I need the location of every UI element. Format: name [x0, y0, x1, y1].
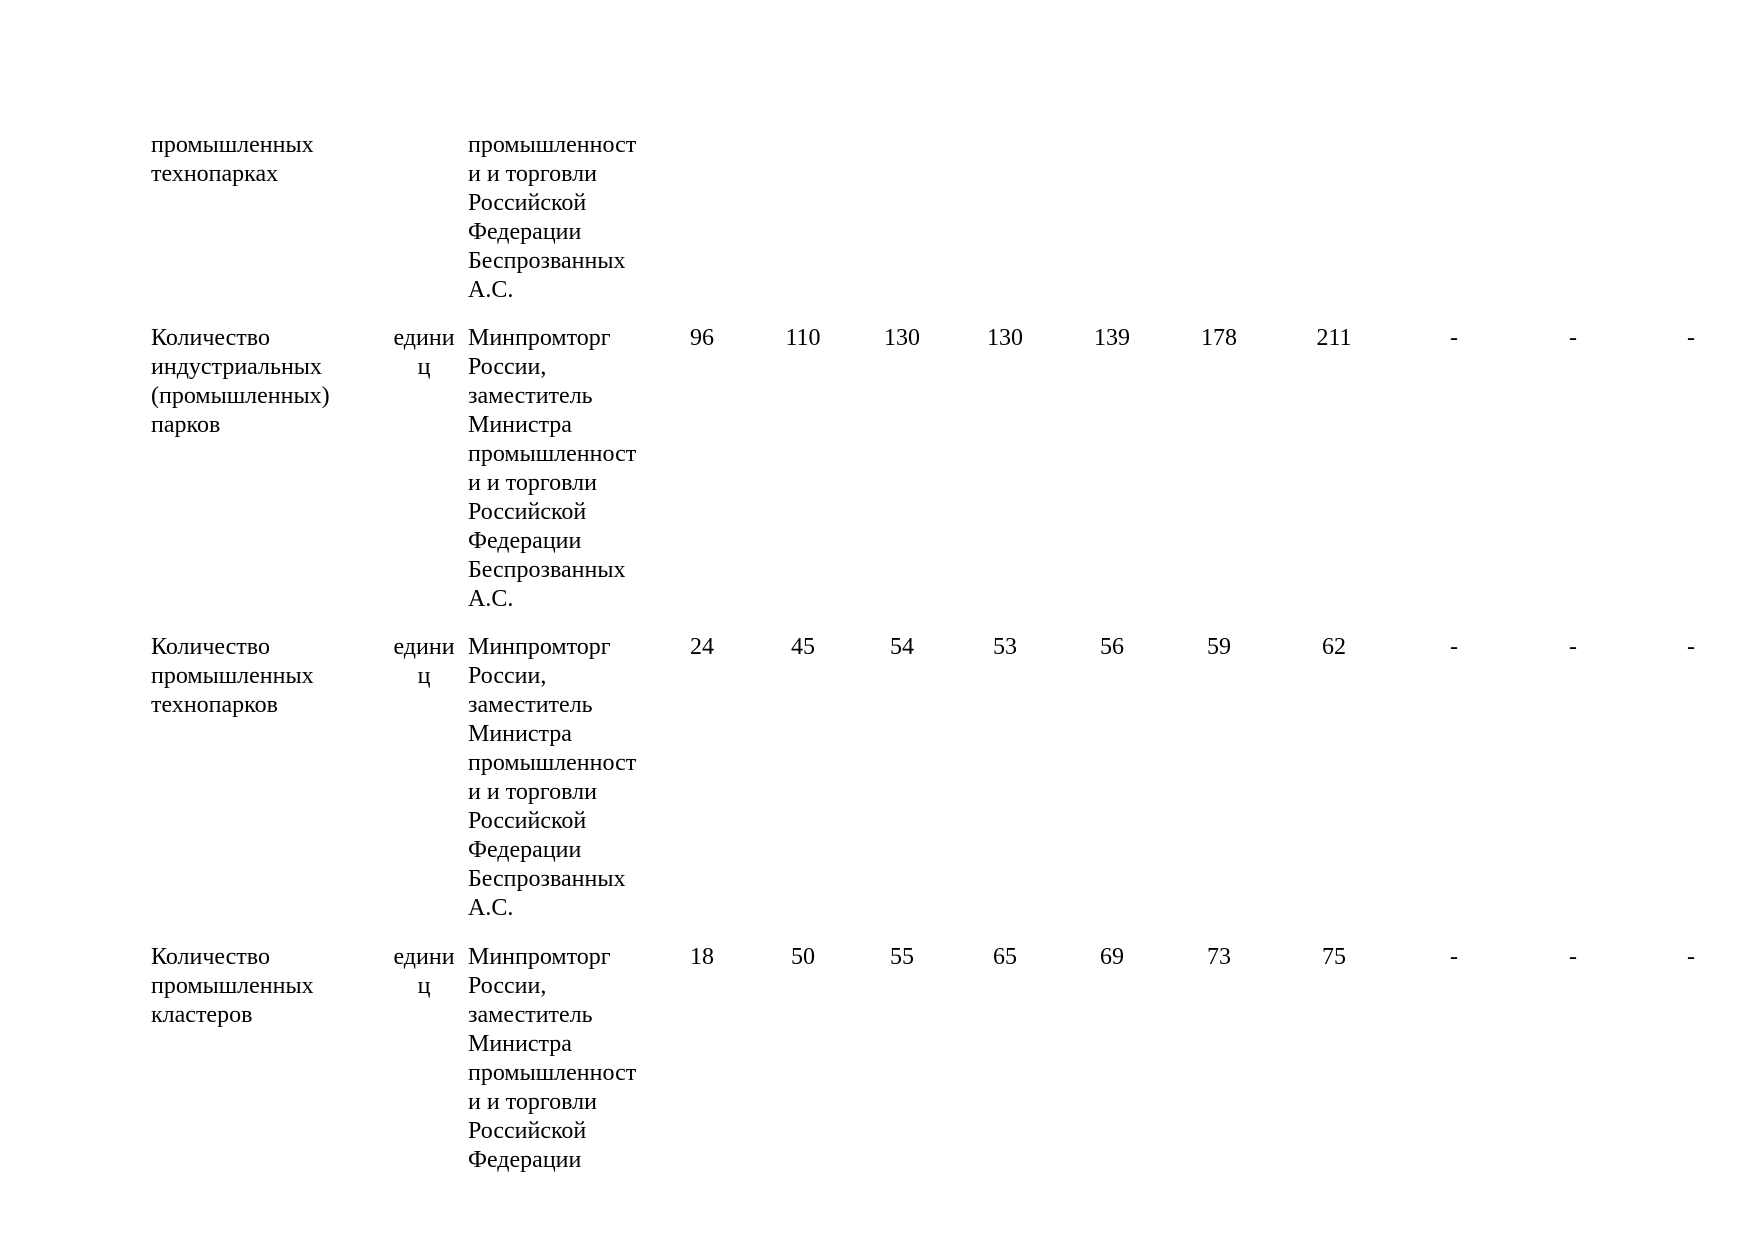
value-cell: 24 — [690, 634, 714, 660]
value-cell: 130 — [884, 325, 920, 351]
value-cell: 130 — [987, 325, 1023, 351]
responsible-party: промышленност и и торговли Российской Федерации Беспрозванных А.С. — [468, 132, 637, 303]
value-cell: 59 — [1207, 634, 1231, 660]
value-cell: 62 — [1322, 634, 1346, 660]
value-cell: 54 — [890, 634, 914, 660]
value-cell: - — [1569, 634, 1577, 660]
responsible-party: Минпромторг России, заместитель Министра промышленност и и торговли Российской Федерации — [468, 944, 637, 1173]
value-cell: 56 — [1100, 634, 1124, 660]
indicator-name: Количество промышленных технопарков — [151, 634, 314, 718]
value-cell: 45 — [791, 634, 815, 660]
value-cell: 65 — [993, 944, 1017, 970]
value-cell: - — [1569, 325, 1577, 351]
unit-of-measure: едини ц — [393, 944, 455, 999]
value-cell: - — [1687, 325, 1695, 351]
value-cell: 55 — [890, 944, 914, 970]
value-cell: - — [1687, 944, 1695, 970]
value-cell: - — [1687, 634, 1695, 660]
value-cell: 18 — [690, 944, 714, 970]
value-cell: - — [1450, 325, 1458, 351]
indicator-name: Количество индустриальных (промышленных) парков — [151, 325, 330, 438]
value-cell: 73 — [1207, 944, 1231, 970]
value-cell: 139 — [1094, 325, 1130, 351]
value-cell: 50 — [791, 944, 815, 970]
value-cell: 69 — [1100, 944, 1124, 970]
value-cell: 53 — [993, 634, 1017, 660]
value-cell: 110 — [785, 325, 821, 351]
value-cell: 75 — [1322, 944, 1346, 970]
responsible-party: Минпромторг России, заместитель Министра промышленност и и торговли Российской Федерации Беспрозванных А.С. — [468, 634, 637, 921]
value-cell: 211 — [1316, 325, 1352, 351]
unit-of-measure: едини ц — [393, 325, 455, 380]
value-cell: 96 — [690, 325, 714, 351]
unit-of-measure: едини ц — [393, 634, 455, 689]
value-cell: - — [1450, 634, 1458, 660]
value-cell: 178 — [1201, 325, 1237, 351]
responsible-party: Минпромторг России, заместитель Министра промышленност и и торговли Российской Федерации Беспрозванных А.С. — [468, 325, 637, 612]
value-cell: - — [1569, 944, 1577, 970]
indicator-name: промышленных технопарках — [151, 132, 314, 187]
indicator-name: Количество промышленных кластеров — [151, 944, 314, 1028]
value-cell: - — [1450, 944, 1458, 970]
